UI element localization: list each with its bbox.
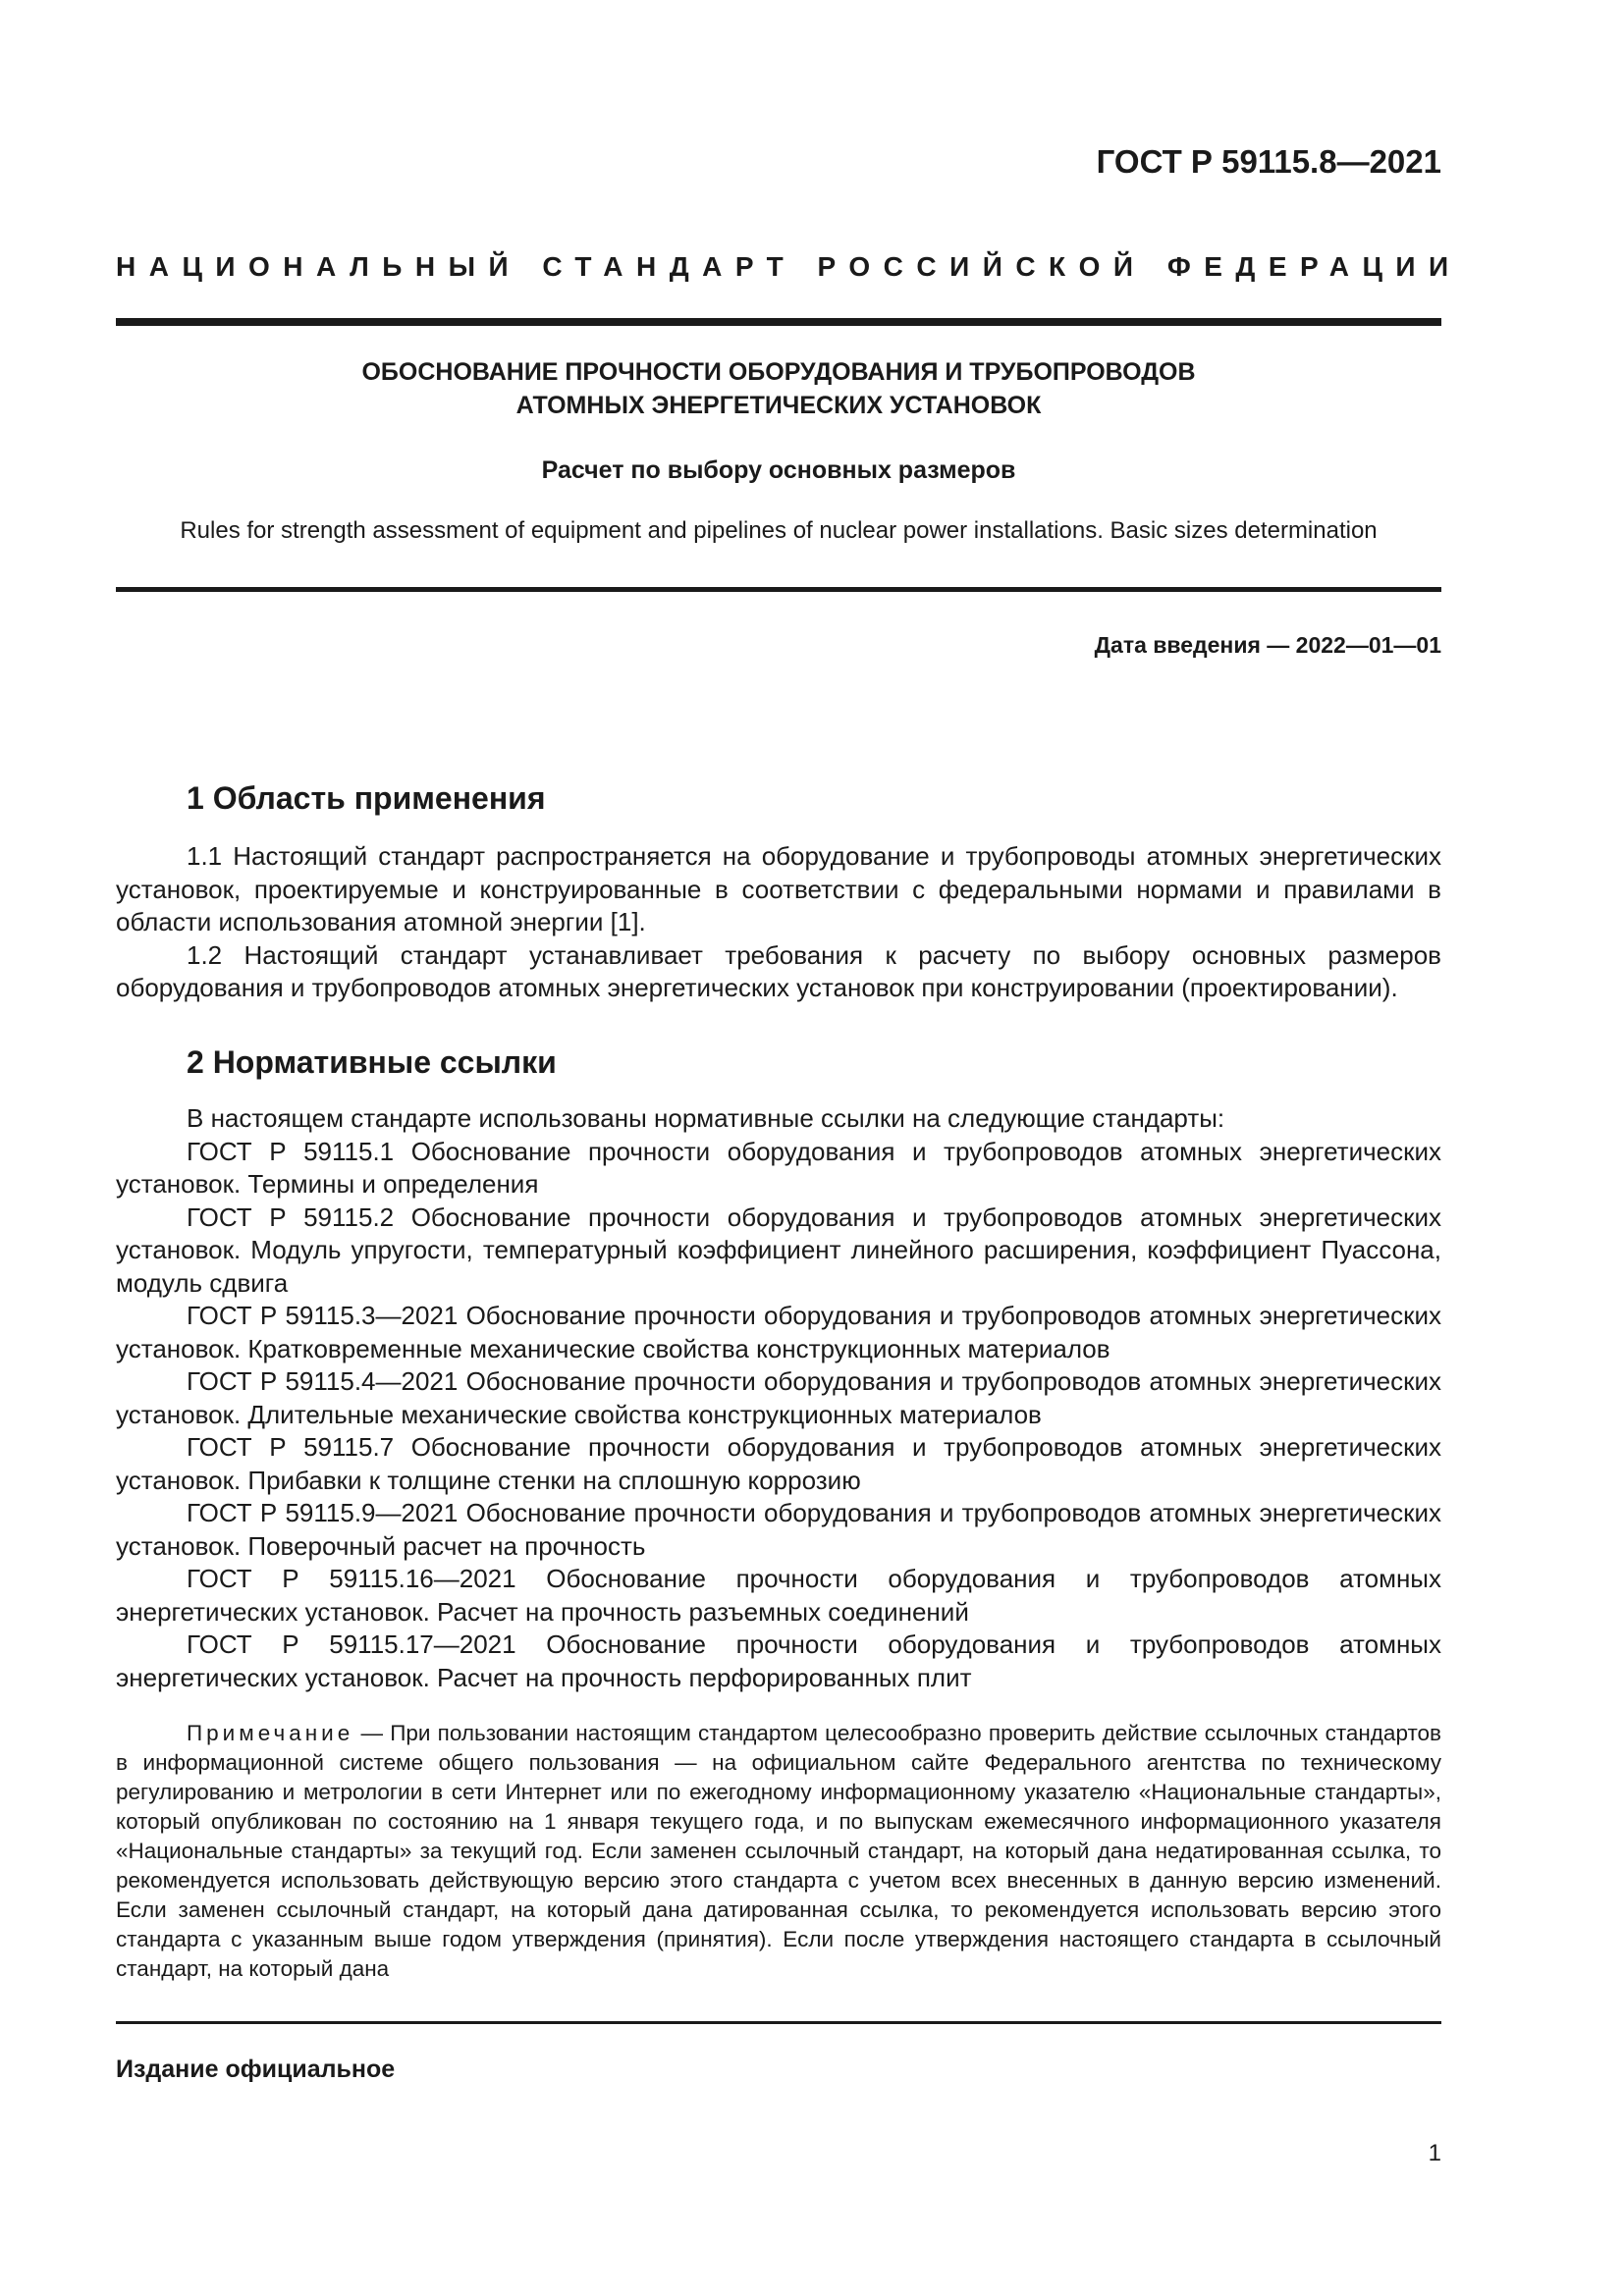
reference-item: ГОСТ Р 59115.7 Обоснование прочности оборудования и трубопроводов атомных энергетических установок. Прибавки к толщине стенки на сплошную коррозию (116, 1432, 1441, 1495)
english-title: Rules for strength assessment of equipment and pipelines of nuclear power installations. Basic sizes determination (180, 517, 1378, 544)
reference-item: ГОСТ Р 59115.17—2021 Обоснование прочности оборудования и трубопроводов атомных энергетических установок. Расчет на прочность перфорированных плит (116, 1629, 1441, 1692)
section-2-heading: 2 Нормативные ссылки (187, 1044, 557, 1080)
standard-code: ГОСТ Р 59115.8—2021 (1096, 143, 1441, 180)
official-edition-label: Издание официальное (116, 2056, 396, 2083)
paragraph-1-1: 1.1 Настоящий стандарт распространяется на оборудование и трубопроводы атомных энергетических установок, проектируемые и конструированные в соответствии с федеральными нормами и правилами в области использования атомной энергии [1]. (116, 841, 1441, 936)
reference-item: ГОСТ Р 59115.1 Обоснование прочности оборудования и трубопроводов атомных энергетических установок. Термины и определения (116, 1136, 1441, 1199)
reference-item: ГОСТ Р 59115.16—2021 Обоснование прочности оборудования и трубопроводов атомных энергетических установок. Расчет на прочность разъемных соединений (116, 1564, 1441, 1627)
page-number: 1 (1428, 2140, 1441, 2166)
title-divider (116, 587, 1441, 592)
top-divider (116, 318, 1441, 326)
section-2-intro: В настоящем стандарте использованы нормативные ссылки на следующие стандарты: (187, 1103, 1225, 1133)
note-text: — При пользовании настоящим стандартом целесообразно проверить действие ссылочных стандартов в информационной системе общего пользования — на официальном сайте Федерального агентства по техническому регулированию и метрологии в сети Интернет или по ежегодному информационному указателю «Национальные стандарты», который опубликован по состоянию на 1 января текущего года, и по выпускам ежемесячного информационного указателя «Национальные стандарты» за текущий год. Если заменен ссылочный стандарт, на который дана недатированная ссылка, то рекомендуется использовать действующую версию этого стандарта с учетом всех внесенных в данную версию изменений. Если заменен ссылочный стандарт, на который дана датированная ссылка, то рекомендуется использовать версию этого стандарта с указанным выше годом утверждения (принятия). Если после утверждения настоящего стандарта в ссылочный стандарт, на который дана (116, 1721, 1441, 1981)
note-label: Примечание (187, 1721, 354, 1745)
reference-item: ГОСТ Р 59115.4—2021 Обоснование прочности оборудования и трубопроводов атомных энергетических установок. Длительные механические свойства конструкционных материалов (116, 1366, 1441, 1429)
reference-item: ГОСТ Р 59115.3—2021 Обоснование прочности оборудования и трубопроводов атомных энергетических установок. Кратковременные механические свойства конструкционных материалов (116, 1301, 1441, 1363)
reference-item: ГОСТ Р 59115.9—2021 Обоснование прочности оборудования и трубопроводов атомных энергетических установок. Поверочный расчет на прочность (116, 1498, 1441, 1561)
section-2-body (116, 1102, 1441, 1694)
footer-divider (116, 2021, 1441, 2024)
note-paragraph (116, 1719, 1441, 1984)
title-line-1: ОБОСНОВАНИЕ ПРОЧНОСТИ ОБОРУДОВАНИЯ И ТРУБОПРОВОДОВ (361, 358, 1196, 386)
reference-item: ГОСТ Р 59115.2 Обоснование прочности оборудования и трубопроводов атомных энергетических установок. Модуль упругости, температурный коэффициент линейного расширения, коэффициент Пуассона, модуль сдвига (116, 1201, 1441, 1298)
section-1-heading: 1 Область применения (187, 780, 546, 816)
note-block (116, 1719, 1441, 1984)
document-subtitle: Расчет по выбору основных размеров (541, 456, 1016, 484)
title-line-2: АТОМНЫХ ЭНЕРГЕТИЧЕСКИХ УСТАНОВОК (515, 392, 1042, 419)
section-1-body (116, 840, 1441, 1005)
paragraph-1-2: 1.2 Настоящий стандарт устанавливает требования к расчету по выбору основных размеров оборудования и трубопроводов атомных энергетических установок при конструировании (проектировании). (116, 939, 1441, 1002)
introduction-date: Дата введения — 2022—01—01 (1094, 632, 1441, 658)
document-title (116, 355, 1441, 422)
national-standard-banner: НАЦИОНАЛЬНЫЙ СТАНДАРТ РОССИЙСКОЙ ФЕДЕРАЦИИ (116, 251, 1462, 282)
